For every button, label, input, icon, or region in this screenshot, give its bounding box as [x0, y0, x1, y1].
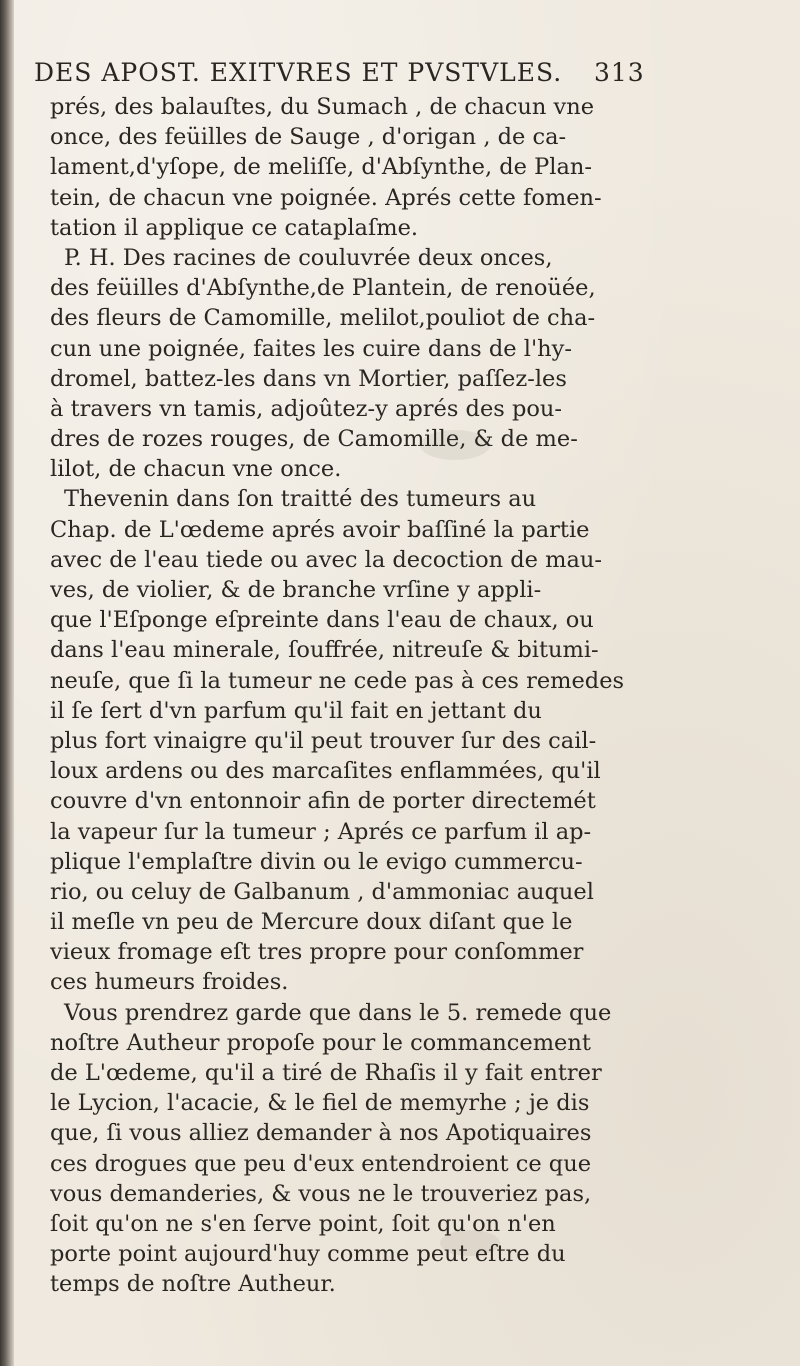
text-line: P. H. Des racines de couluvrée deux onces, — [64, 244, 553, 271]
text-line: temps de noſtre Autheur. — [50, 1271, 336, 1298]
text-line: lament,d'yſope, de meliſſe, d'Abſynthe, de Plan- — [50, 154, 592, 181]
text-line: ces drogues que peu d'eux entendroient ce que — [50, 1150, 592, 1177]
text-line: vous demanderies, & vous ne le trouveriez pas, — [50, 1180, 592, 1207]
text-line: vieux fromage eſt tres propre pour conſommer — [50, 939, 584, 966]
page-number: 313 — [594, 58, 645, 87]
text-line: que, ſi vous alliez demander à nos Apotiquaires — [50, 1120, 592, 1147]
text-line: Vous prendrez garde que dans le 5. remede que — [64, 999, 612, 1026]
text-line: il ſe ſert d'vn parfum qu'il fait en jettant du — [50, 697, 542, 724]
text-line: ces humeurs froides. — [50, 969, 289, 996]
text-line: dres de rozes rouges, de Camomille, & de me- — [50, 426, 578, 453]
text-line: des fleurs de Camomille, melilot,pouliot de cha- — [50, 305, 596, 332]
text-line: à travers vn tamis, adjoûtez-y aprés des pou- — [50, 395, 563, 422]
text-line: ſoit qu'on ne s'en ſerve point, ſoit qu'on n'en — [50, 1210, 556, 1237]
text-line: des feüilles d'Abſynthe,de Plantein, de renoüée, — [50, 275, 596, 302]
text-line: loux ardens ou des marcaſites enflammées, qu'il — [50, 758, 601, 785]
text-line: prés, des balauſtes, du Sumach , de chacun vne — [50, 94, 595, 120]
text-line: avec de l'eau tiede ou avec la decoction de mau- — [50, 546, 602, 573]
text-line: cun une poignée, faites les cuire dans de l'hy- — [50, 335, 572, 362]
text-line: il meſle vn peu de Mercure doux diſant que le — [50, 909, 573, 936]
text-line: le Lycion, l'acacie, & le fiel de memyrhe ; je dis — [50, 1090, 590, 1117]
text-line: rio, ou celuy de Galbanum , d'ammoniac auquel — [50, 878, 594, 905]
text-line: plique l'emplaſtre divin ou le evigo cummercu- — [50, 848, 583, 875]
running-title: DES APOST. EXITVRES ET PVSTVLES. — [34, 58, 563, 87]
text-line: Thevenin dans ſon traitté des tumeurs au — [64, 486, 537, 513]
text-line: lilot, de chacun vne once. — [50, 456, 342, 483]
text-line: dromel, battez-les dans vn Mortier, paſſez-les — [50, 365, 567, 392]
text-line: de L'œdeme, qu'il a tiré de Rhaſis il y fait entrer — [50, 1060, 602, 1086]
text-line: tein, de chacun vne poignée. Aprés cette fomen- — [50, 184, 602, 211]
text-line: ves, de violier, & de branche vrſine y appli- — [50, 577, 542, 603]
running-header — [34, 58, 645, 94]
page-binding-edge — [0, 0, 14, 1366]
body-text — [50, 92, 650, 1300]
text-line: que l'Eſponge eſpreinte dans l'eau de chaux, ou — [50, 607, 594, 634]
text-line: neuſe, que ſi la tumeur ne cede pas à ces remedes — [50, 667, 625, 694]
text-line: porte point aujourd'huy comme peut eſtre du — [50, 1241, 566, 1268]
text-line: tation il applique ce cataplaſme. — [50, 214, 419, 241]
text-line: dans l'eau minerale, ſouffrée, nitreuſe & bitumi- — [50, 637, 599, 664]
text-line: Chap. de L'œdeme aprés avoir baſſiné la partie — [50, 516, 590, 543]
text-line: noſtre Autheur propoſe pour le commancement — [50, 1029, 591, 1056]
text-line: once, des feüilles de Sauge , d'origan , de ca- — [50, 124, 567, 151]
text-line: couvre d'vn entonnoir afin de porter directemét — [50, 788, 596, 815]
text-line: la vapeur ſur la tumeur ; Aprés ce parfum il ap- — [50, 818, 592, 845]
text-line: plus fort vinaigre qu'il peut trouver ſur des cail- — [50, 727, 597, 754]
